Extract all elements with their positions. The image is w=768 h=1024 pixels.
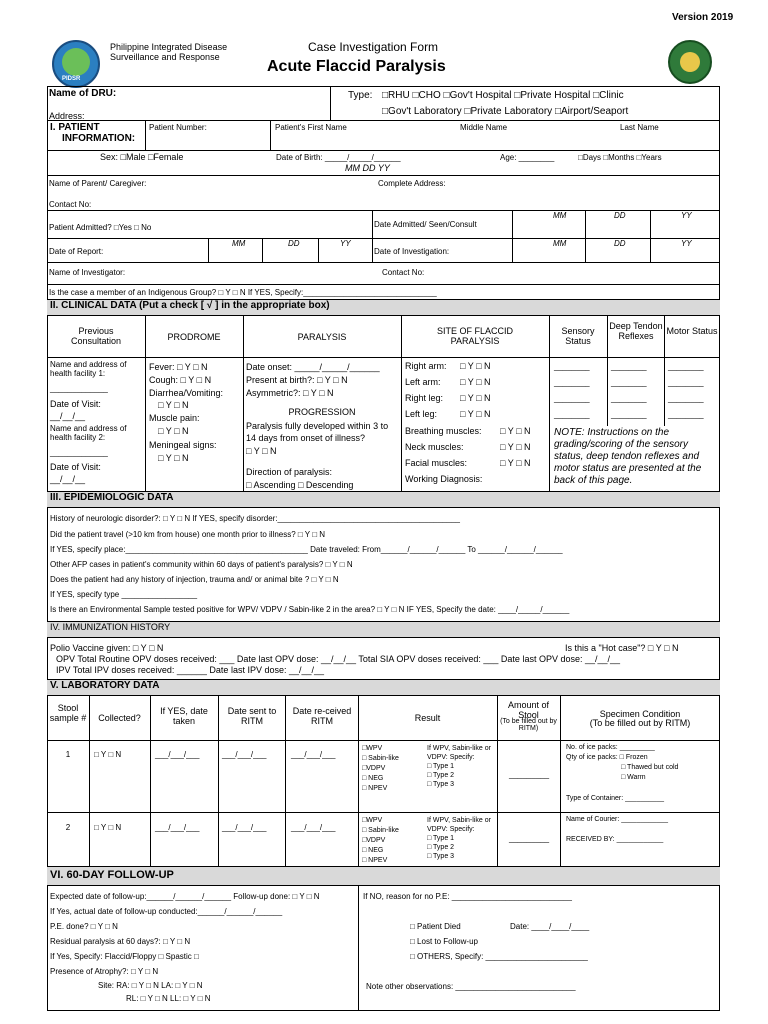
stool-row-1-amount[interactable]: _________ [509,770,550,779]
progression-yn[interactable]: □ Y □ N [246,446,277,456]
stool-row-2-date-sent[interactable]: ___/___/___ [222,823,267,832]
stool-row-1-collected[interactable]: □ Y □ N [94,750,122,759]
col-deep-tendon: Deep Tendon Reflexes [609,321,663,341]
sensory-blank-4[interactable]: ________ [554,410,590,419]
col-sensory: Sensory Status [561,326,595,346]
investigator-label: Name of Investigator: [49,268,126,277]
col-collected: Collected? [98,713,141,723]
prev-visit-1-label: Date of Visit: [50,399,101,409]
col-motor: Motor Status [666,326,718,336]
epi-section-title: III. EPIDEMIOLOGIC DATA [47,491,720,508]
invest-yy: YY [681,239,692,248]
stool-row-2-num: 2 [65,823,71,832]
right-leg-yn[interactable]: □ Y □ N [460,393,491,403]
residual-paralysis-field[interactable]: Residual paralysis at 60 days?: □ Y □ N [50,937,191,946]
prev-facility-2-blank[interactable]: _____________ [50,448,108,457]
immunization-section-title: IV. IMMUNIZATION HISTORY [47,621,720,638]
direction-options[interactable]: □ Ascending □ Descending [246,480,354,490]
fever-field[interactable]: Fever: □ Y □ N [149,362,208,372]
dru-type-options-2[interactable]: □Gov't Laboratory □Private Laboratory □Airport/Seaport [382,106,629,117]
col-amount-stool: Amount of Stool [507,700,550,720]
parent-label: Name of Parent/ Caregiver: [49,179,147,188]
muscle-pain-label: Muscle pain: [149,413,200,423]
age-field[interactable]: Age: ________ [500,153,555,162]
sensory-blank-2[interactable]: ________ [554,378,590,387]
col-prodrome: PRODROME [167,332,221,342]
deep-blank-2[interactable]: ________ [611,378,647,387]
lost-followup-checkbox[interactable]: □ Lost to Follow-up [410,937,478,946]
diarrhea-yn[interactable]: □ Y □ N [158,400,189,410]
atrophy-field[interactable]: Presence of Atrophy?: □ Y □ N [50,967,159,976]
direction-label: Direction of paralysis: [246,467,333,477]
site-ra-la-field[interactable]: Site: RA: □ Y □ N LA: □ Y □ N [98,981,203,990]
col-result: Result [414,713,441,723]
progression-label: PROGRESSION [288,407,356,417]
deep-blank-4[interactable]: ________ [611,410,647,419]
age-units[interactable]: □Days □Months □Years [578,153,662,162]
org-line2: Surveillance and Response [110,52,220,62]
admit-yy: YY [681,211,692,220]
breathing-yn[interactable]: □ Y □ N [500,426,531,436]
progression-question: Paralysis fully developed within 3 to 14 days from onset of illness? [246,421,389,443]
other-afp-field[interactable]: Other AFP cases in patient's community within 60 days of patient's paralysis? □ Y □ N [50,560,353,569]
prev-visit-2-label: Date of Visit: [50,462,101,472]
expected-followup-field[interactable]: Expected date of follow-up:______/______/______ Follow-up done: □ Y □ N [50,892,320,901]
motor-blank-2[interactable]: ________ [668,378,704,387]
stool-row-1-date-received[interactable]: ___/___/___ [291,750,336,759]
form-type-title: Case Investigation Form [308,40,439,54]
col-specimen-note: (To be filled out by RITM) [589,718,691,728]
left-leg-yn[interactable]: □ Y □ N [460,409,491,419]
paralysis-type-field[interactable]: If Yes, Specify: Flaccid/Floppy □ Spastic □ [50,952,199,961]
breathing-label: Breathing muscles: [405,426,482,436]
cough-field[interactable]: Cough: □ Y □ N [149,375,212,385]
stool-row-1-result[interactable]: □WPV □ Sabin-like □VDPV □ NEG □ NPEV [362,745,399,792]
clinical-section-title: II. CLINICAL DATA (Put a check [ √ ] in the appropriate box) [47,299,720,316]
stool-row-1-num: 1 [65,750,71,759]
present-birth-field[interactable]: Present at birth?: □ Y □ N [246,375,348,385]
right-leg-label: Right leg: [405,393,444,403]
meningeal-yn[interactable]: □ Y □ N [158,453,189,463]
dob-field[interactable]: Date of Birth: _____/_____/______ [276,153,401,162]
hot-case-field[interactable]: Is this a "Hot case"? □ Y □ N [565,643,679,653]
stool-row-1-date-sent[interactable]: ___/___/___ [222,750,267,759]
specimen-condition-1[interactable]: No. of ice packs: _________ Qty of ice packs: □ Frozen □ Thawed but cold □ Warm [566,744,679,781]
doh-seal-logo [668,40,712,84]
others-specify-field[interactable]: □ OTHERS, Specify: _______________________ [410,952,588,961]
prev-facility-1-blank[interactable]: _____________ [50,384,108,393]
col-stool-sample: Stool sample # [49,703,87,723]
sex-field[interactable]: Sex: □Male □Female [100,152,184,162]
patient-section-title: I. PATIENT [50,122,100,133]
observations-field[interactable]: Note other observations: ___________________________ [366,982,576,991]
pe-done-field[interactable]: P.E. done? □ Y □ N [50,922,118,931]
right-arm-label: Right arm: [405,361,447,371]
site-rl-ll-field[interactable]: RL: □ Y □ N LL: □ Y □ N [126,994,211,1003]
last-name-label: Last Name [620,123,659,132]
dru-name-label: Name of DRU: [49,88,117,99]
injection-field[interactable]: Does the patient had any history of injection, trauma and/ or animal bite ? □ Y □ N [50,575,339,584]
stool-row-2-result[interactable]: □WPV □ Sabin-like □VDPV □ NEG □ NPEV [362,817,399,864]
patient-section-title-2: INFORMATION: [62,133,136,144]
clinical-note: NOTE: Instructions on the grading/scoring of the sensory status, deep tendon reflexes and motor status are presented at the back of this page. [554,427,702,486]
working-dx-label: Working Diagnosis: [405,474,483,484]
left-leg-label: Left leg: [405,409,438,419]
investigator-contact-label: Contact No: [382,268,425,277]
deep-blank-3[interactable]: ________ [611,394,647,403]
date-died-field[interactable]: Date: ____/____/____ [510,922,590,931]
org-line1: Philippine Integrated Disease [110,42,228,52]
ipv-doses-field[interactable]: IPV Total IPV doses received: ______ Date last IPV dose: __/__/__ [56,665,325,675]
dru-type-options-1[interactable]: □RHU □CHO □Gov't Hospital □Private Hospital □Clinic [382,90,624,101]
injection-type-field[interactable]: If YES, specify type _________________ [50,590,198,599]
report-dd: DD [288,239,300,248]
version-label: Version 2019 [672,12,734,23]
middle-name-label: Middle Name [460,123,508,132]
col-paralysis: PARALYSIS [297,332,347,342]
neck-label: Neck muscles: [405,442,464,452]
left-arm-label: Left arm: [405,377,441,387]
followup-section-title: VI. 60-DAY FOLLOW-UP [47,866,720,886]
sensory-blank-1[interactable]: ________ [554,362,590,371]
motor-blank-1[interactable]: ________ [668,362,704,371]
complete-address-label: Complete Address: [378,179,446,188]
motor-blank-4[interactable]: ________ [668,410,704,419]
invest-dd: DD [614,239,626,248]
stool-row-2-date-taken[interactable]: ___/___/___ [155,823,200,832]
facial-yn[interactable]: □ Y □ N [500,458,531,468]
pidsr-logo-text: PIDSR [62,76,81,82]
asymmetric-field[interactable]: Asymmetric?: □ Y □ N [246,388,334,398]
patient-died-checkbox[interactable]: □ Patient Died [410,922,461,931]
received-by-field[interactable]: RECEIVED BY: ____________ [566,836,664,843]
lab-section-title: V. LABORATORY DATA [47,679,720,696]
first-name-label: Patient's First Name [275,123,347,132]
left-arm-yn[interactable]: □ Y □ N [460,377,491,387]
right-arm-yn[interactable]: □ Y □ N [460,361,491,371]
patient-admitted-field[interactable]: Patient Admitted? □Yes □ No [49,223,152,232]
col-amount-note: (To be filled out by RITM) [500,718,557,732]
disease-title: Acute Flaccid Paralysis [267,58,446,75]
date-admitted-label: Date Admitted/ Seen/Consult [374,220,477,229]
stool-row-2-date-received[interactable]: ___/___/___ [291,823,336,832]
dru-address-label: Address: [49,111,85,121]
report-yy: YY [340,239,351,248]
stool-row-2-collected[interactable]: □ Y □ N [94,823,122,832]
stool-row-2-result-type[interactable]: If WPV, Sabin-like or VDPV: Specify: □ Type 1 □ Type 2 □ Type 3 [427,817,491,860]
invest-mm: MM [553,239,567,248]
stool-row-1-date-taken[interactable]: ___/___/___ [155,750,200,759]
indigenous-field[interactable]: Is the case a member of an Indigenous Group? □ Y □ N If YES, Specify:______________________________ [49,288,437,297]
polio-vaccine-field[interactable]: Polio Vaccine given: □ Y □ N [50,643,164,653]
sensory-blank-3[interactable]: ________ [554,394,590,403]
motor-blank-3[interactable]: ________ [668,394,704,403]
contact-label: Contact No: [49,200,92,209]
pidsr-logo [52,40,100,88]
col-specimen: Specimen Condition [599,709,681,719]
stool-row-2-amount[interactable]: _________ [509,834,550,843]
opv-doses-field[interactable]: OPV Total Routine OPV doses received: ___ Date last OPV dose: __/__/__ Total SIA OPV doses received: ___ Date last OPV dose: __/__/__ [56,654,621,664]
travel-place-field[interactable]: If YES, specify place:_________________________________________ Date traveled: From______/______/______ To ______/______/______ [50,545,563,554]
date-report-label: Date of Report: [49,247,104,256]
col-site: SITE OF FLACCID PARALYSIS [436,326,513,346]
env-sample-field[interactable]: Is there an Environmental Sample tested positive for WPV/ VDPV / Sabin-like 2 in the area? □ Y □ N IF YES, Specify the date: ____/_____/______ [50,605,570,614]
stool-row-1-result-type[interactable]: If WPV, Sabin-like or VDPV: Specify: □ Type 1 □ Type 2 □ Type 3 [427,745,491,788]
col-date-taken: If YES, date taken [160,706,208,726]
prev-visit-2-date[interactable]: __/__/__ [50,474,86,484]
prev-facility-2: Name and address of health facility 2: [50,424,127,442]
report-mm: MM [232,239,246,248]
actual-followup-field[interactable]: If Yes, actual date of follow-up conducted:______/______/______ [50,907,283,916]
dob-hint: MM DD YY [345,163,390,173]
prev-visit-1-date[interactable]: __/__/__ [50,411,86,421]
container-type-field[interactable]: Type of Container: __________ [566,795,665,802]
col-date-sent: Date sent to RITM [227,706,277,726]
deep-blank-1[interactable]: ________ [611,362,647,371]
travel-field[interactable]: Did the patient travel (>10 km from house) one month prior to illness? □ Y □ N [50,530,326,539]
col-date-received: Date re-ceived RITM [292,706,352,726]
date-investigation-label: Date of Investigation: [374,247,450,256]
facial-label: Facial muscles: [405,458,468,468]
date-onset-field[interactable]: Date onset: _____/_____/______ [246,362,380,372]
neuro-history-field[interactable]: History of neurologic disorder?: □ Y □ N If YES, specify disorder:_________________________________________ [50,514,460,523]
admit-dd: DD [614,211,626,220]
dru-type-label: Type: [348,90,373,101]
courier-name-field[interactable]: Name of Courier: ____________ [566,816,668,823]
diarrhea-label: Diarrhea/Vomiting: [149,388,224,398]
muscle-pain-yn[interactable]: □ Y □ N [158,426,189,436]
patient-number-label: Patient Number: [149,123,207,132]
prev-facility-1: Name and address of health facility 1: [50,360,127,378]
meningeal-label: Meningeal signs: [149,440,217,450]
no-pe-reason-field[interactable]: If NO, reason for no P.E: ___________________________ [363,892,572,901]
col-prev-consultation: Previous Consultation [70,326,122,346]
admit-mm: MM [553,211,567,220]
neck-yn[interactable]: □ Y □ N [500,442,531,452]
